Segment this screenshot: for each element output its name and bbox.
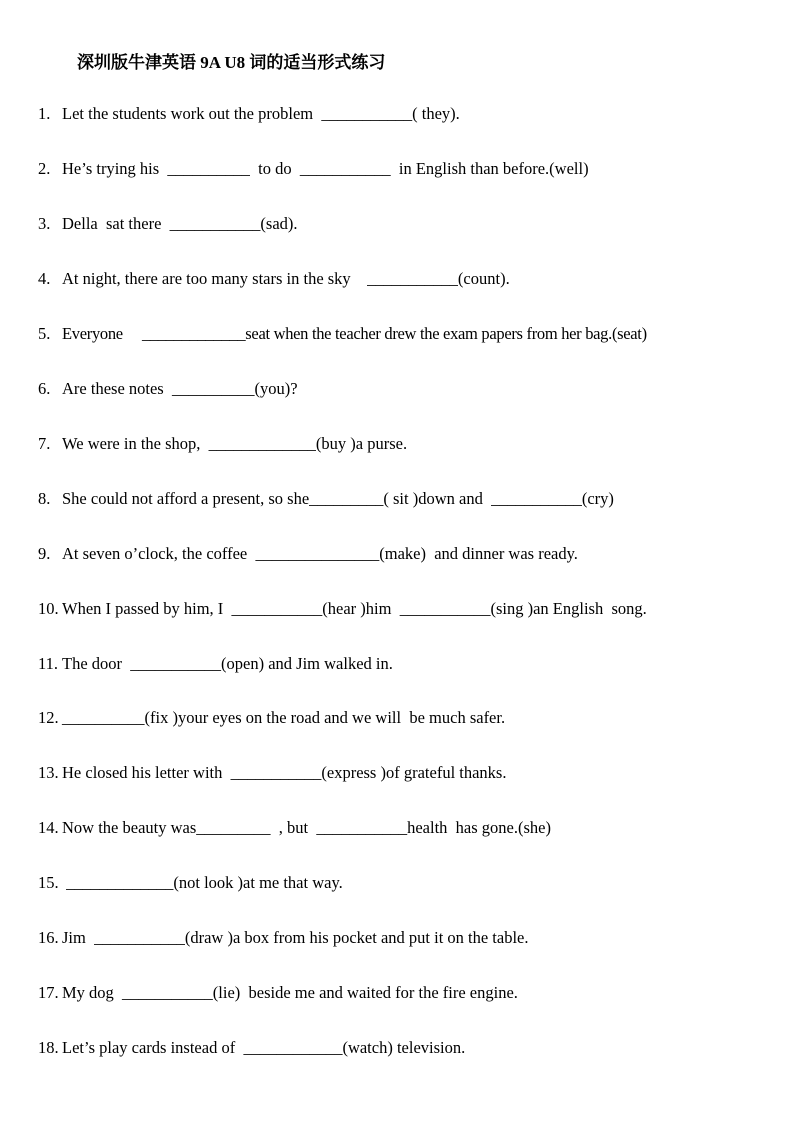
question-number: 8. [38, 489, 51, 508]
question-text: When I passed by him, I ___________(hear )him ___________(sing )an English song. [62, 599, 647, 618]
question-number: 14. [38, 818, 59, 837]
question-number: 16. [38, 928, 59, 947]
question-item [38, 928, 529, 948]
question-number: 4. [38, 269, 51, 288]
question-number: 2. [38, 159, 51, 178]
question-item [38, 434, 407, 454]
question-text: Everyone _____________seat when the teacher drew the exam papers from her bag.(seat) [62, 324, 647, 343]
question-item [38, 324, 647, 344]
worksheet-title: 深圳版牛津英语 9A U8 词的适当形式练习 [77, 53, 386, 72]
question-number: 12. [38, 708, 59, 727]
question-text: Jim ___________(draw )a box from his pocket and put it on the table. [62, 928, 529, 947]
question-number: 9. [38, 544, 51, 563]
question-text: Let the students work out the problem ___________( they). [62, 104, 460, 123]
question-number: 7. [38, 434, 51, 453]
question-item [38, 269, 510, 289]
question-item [38, 544, 578, 564]
question-text: We were in the shop, _____________(buy )a purse. [62, 434, 408, 453]
question-text: At seven o’clock, the coffee _______________(make) and dinner was ready. [62, 544, 578, 563]
question-item [38, 708, 505, 728]
question-item [38, 818, 551, 838]
question-number: 13. [38, 763, 59, 782]
question-number: 11. [38, 654, 59, 673]
question-number: 1. [38, 104, 51, 123]
question-text: Now the beauty was_________ , but ___________health has gone.(she) [62, 818, 551, 837]
question-number: 6. [38, 379, 51, 398]
question-text: My dog ___________(lie) beside me and waited for the fire engine. [62, 983, 518, 1002]
question-item [38, 654, 393, 674]
question-number: 10. [38, 599, 59, 618]
question-item [38, 159, 589, 179]
question-text: He closed his letter with ___________(express )of grateful thanks. [62, 763, 507, 782]
question-text: She could not afford a present, so she_________( sit )down and ___________(cry) [62, 489, 614, 508]
question-item [38, 763, 506, 783]
question-text: Let’s play cards instead of ____________(watch) television. [62, 1038, 466, 1057]
question-number: 3. [38, 214, 51, 233]
question-item [38, 214, 298, 234]
question-item [38, 983, 518, 1003]
question-number: 5. [38, 324, 51, 343]
question-item [38, 489, 614, 509]
question-text: Are these notes __________(you)? [62, 379, 298, 398]
question-text: _____________(not look )at me that way. [62, 873, 343, 892]
question-item [38, 873, 343, 893]
question-text: The door ___________(open) and Jim walked in. [62, 654, 393, 673]
question-text: __________(fix )your eyes on the road and we will be much safer. [62, 708, 506, 727]
question-number: 18. [38, 1038, 59, 1057]
question-item [38, 599, 647, 619]
question-item [38, 379, 298, 399]
question-item [38, 1038, 465, 1058]
question-text: He’s trying his __________ to do ___________ in English than before.(well) [62, 159, 589, 178]
question-text: Della sat there ___________(sad). [62, 214, 298, 233]
question-number: 15. [38, 873, 59, 892]
question-number: 17. [38, 983, 59, 1002]
question-item [38, 104, 460, 124]
question-text: At night, there are too many stars in the sky ___________(count). [62, 269, 510, 288]
